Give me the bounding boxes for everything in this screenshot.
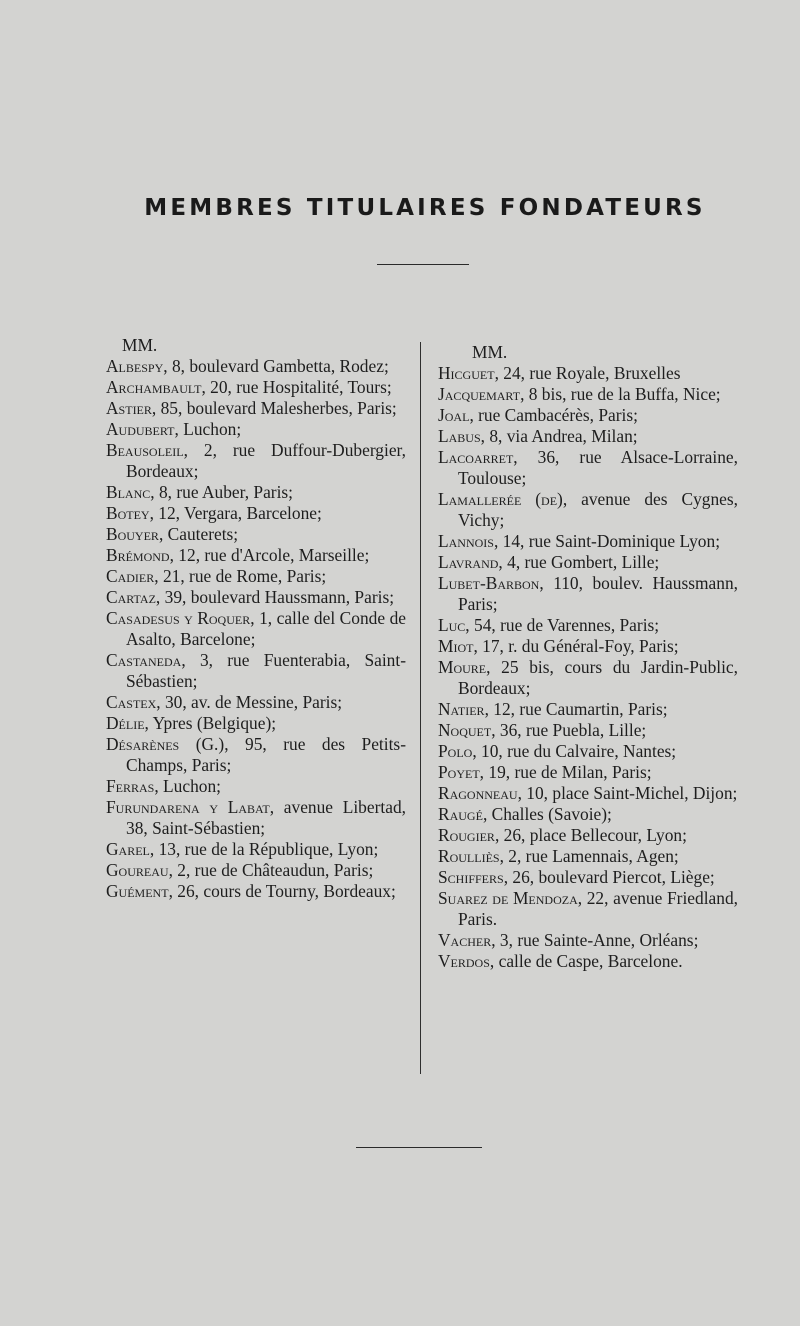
member-name: Moure bbox=[438, 657, 487, 677]
member-address: , calle de Caspe, Barcelone. bbox=[489, 951, 683, 971]
member-entry bbox=[438, 720, 738, 741]
member-name: Lamallerée (de) bbox=[438, 489, 563, 509]
member-address: , 13, rue de la République, Lyon; bbox=[149, 839, 379, 859]
member-name: Cartaz bbox=[106, 587, 156, 607]
member-address: , 14, rue Saint-Dominique Lyon; bbox=[493, 531, 721, 551]
member-entry bbox=[438, 384, 738, 405]
member-address: , 21, rue de Rome, Paris; bbox=[154, 566, 327, 586]
member-address: , 8, boulevard Gambetta, Rodez; bbox=[163, 356, 389, 376]
member-entry bbox=[438, 489, 738, 531]
member-name: Verdos bbox=[438, 951, 490, 971]
member-entry bbox=[106, 839, 406, 860]
member-entry bbox=[438, 636, 738, 657]
member-address: , 30, av. de Messine, Paris; bbox=[156, 692, 343, 712]
member-name: Brémond bbox=[106, 545, 170, 565]
member-address: , 54, rue de Varennes, Paris; bbox=[465, 615, 660, 635]
member-name: Labus bbox=[438, 426, 481, 446]
member-address: , 39, boulevard Haussmann, Paris; bbox=[155, 587, 395, 607]
member-name: Goureau bbox=[106, 860, 169, 880]
member-address: , 2, rue Lamennais, Agen; bbox=[499, 846, 679, 866]
member-name: Lannois bbox=[438, 531, 494, 551]
member-name: Bouyer bbox=[106, 524, 159, 544]
member-address: , 2, rue de Châteaudun, Paris; bbox=[168, 860, 374, 880]
member-entry bbox=[106, 734, 406, 776]
member-list-left bbox=[106, 356, 406, 902]
member-address: , avenue des Cygnes, Vichy; bbox=[458, 489, 738, 530]
member-address: , 1, calle del Conde de Asalto, Barcelone; bbox=[126, 608, 406, 649]
member-address: , 2, rue Duffour-Dubergier, Bordeaux; bbox=[126, 440, 406, 481]
member-name: Castex bbox=[106, 692, 157, 712]
page-title: MEMBRES TITULAIRES FONDATEURS bbox=[144, 195, 706, 221]
member-name: Archambault bbox=[106, 377, 202, 397]
member-address: , 26, place Bellecour, Lyon; bbox=[494, 825, 687, 845]
member-address: , 3, rue Sainte-Anne, Orléans; bbox=[491, 930, 699, 950]
member-address: , 17, r. du Général-Foy, Paris; bbox=[473, 636, 679, 656]
member-entry bbox=[438, 825, 738, 846]
member-address: , 22, avenue Friedland, Paris. bbox=[458, 888, 738, 929]
member-entry bbox=[438, 573, 738, 615]
member-name: Guément bbox=[106, 881, 169, 901]
member-name: Blanc bbox=[106, 482, 151, 502]
member-entry bbox=[438, 783, 738, 804]
member-entry bbox=[438, 552, 738, 573]
member-entry bbox=[106, 587, 406, 608]
member-address: , rue Cambacérès, Paris; bbox=[469, 405, 638, 425]
member-address: , Ypres (Belgique); bbox=[144, 713, 277, 733]
member-name: Furundarena y Labat bbox=[106, 797, 270, 817]
member-entry bbox=[438, 867, 738, 888]
member-name: Cadier bbox=[106, 566, 155, 586]
member-address: , 110, boulev. Haussmann, Paris; bbox=[458, 573, 738, 614]
member-address: , 20, rue Hospitalité, Tours; bbox=[201, 377, 392, 397]
member-entry bbox=[106, 692, 406, 713]
member-address: , 36, rue Alsace-Lorraine, Toulouse; bbox=[458, 447, 738, 488]
member-entry bbox=[438, 426, 738, 447]
column-header-left: MM. bbox=[122, 335, 158, 355]
member-address: , 36, rue Puebla, Lille; bbox=[491, 720, 647, 740]
member-entry bbox=[438, 699, 738, 720]
member-address: , 8 bis, rue de la Buffa, Nice; bbox=[520, 384, 721, 404]
member-name: Ferras bbox=[106, 776, 155, 796]
member-entry bbox=[106, 440, 406, 482]
member-address: , 26, boulevard Piercot, Liège; bbox=[503, 867, 715, 887]
member-name: Botey bbox=[106, 503, 150, 523]
member-name: Joal bbox=[438, 405, 470, 425]
member-entry bbox=[438, 930, 738, 951]
member-name: Albespy bbox=[106, 356, 164, 376]
member-name: Lavrand bbox=[438, 552, 499, 572]
member-entry bbox=[438, 363, 738, 384]
member-entry bbox=[438, 531, 738, 552]
member-name: Roulliès bbox=[438, 846, 500, 866]
member-address: , 8, rue Auber, Paris; bbox=[150, 482, 294, 502]
member-address: , Luchon; bbox=[174, 419, 242, 439]
member-entry bbox=[106, 797, 406, 839]
member-entry bbox=[106, 650, 406, 692]
member-entry bbox=[106, 713, 406, 734]
column-header-right: MM. bbox=[472, 342, 508, 362]
member-address: , 10, place Saint-Michel, Dijon; bbox=[517, 783, 738, 803]
member-entry bbox=[106, 524, 406, 545]
member-name: Luc bbox=[438, 615, 466, 635]
member-address: , 25 bis, cours du Jardin-Public, Bordeaux; bbox=[458, 657, 738, 698]
member-name: Miot bbox=[438, 636, 474, 656]
member-address: , 26, cours de Tourny, Bordeaux; bbox=[168, 881, 396, 901]
member-name: Raugé bbox=[438, 804, 483, 824]
member-name: Noquet bbox=[438, 720, 492, 740]
member-entry bbox=[438, 615, 738, 636]
member-address: , 4, rue Gombert, Lille; bbox=[498, 552, 660, 572]
member-address: , 3, rue Fuenterabia, Saint-Sébastien; bbox=[126, 650, 406, 691]
member-entry bbox=[438, 762, 738, 783]
member-entry bbox=[106, 566, 406, 587]
member-address: , 12, rue Caumartin, Paris; bbox=[484, 699, 668, 719]
member-name: Audubert bbox=[106, 419, 175, 439]
member-entry bbox=[106, 860, 406, 881]
member-name: Ragonneau bbox=[438, 783, 518, 803]
member-address: , 12, rue d'Arcole, Marseille; bbox=[169, 545, 370, 565]
member-entry bbox=[438, 804, 738, 825]
member-entry bbox=[106, 608, 406, 650]
member-entry bbox=[106, 377, 406, 398]
member-name: Désarènes bbox=[106, 734, 180, 754]
member-name: Casadesus y Roquer bbox=[106, 608, 251, 628]
member-name: Vacher bbox=[438, 930, 492, 950]
member-name: Délie bbox=[106, 713, 145, 733]
member-address: , avenue Libertad, 38, Saint-Sébastien; bbox=[126, 797, 406, 838]
member-address: , Challes (Savoie); bbox=[482, 804, 612, 824]
end-divider bbox=[356, 1147, 482, 1148]
member-address: , 24, rue Royale, Bruxelles bbox=[494, 363, 681, 383]
member-address: , 85, boulevard Malesherbes, Paris; bbox=[151, 398, 397, 418]
member-name: Beausoleil bbox=[106, 440, 184, 460]
title-divider bbox=[377, 264, 469, 265]
member-name: Garel bbox=[106, 839, 150, 859]
member-name: Lubet-Barbon bbox=[438, 573, 540, 593]
member-name: Schiffers bbox=[438, 867, 504, 887]
left-column bbox=[106, 334, 406, 902]
member-name: Rougier bbox=[438, 825, 495, 845]
member-entry bbox=[438, 888, 738, 930]
member-name: Polo bbox=[438, 741, 473, 761]
member-name: Natier bbox=[438, 699, 485, 719]
member-name: Astier bbox=[106, 398, 152, 418]
member-entry bbox=[106, 482, 406, 503]
member-address: , 8, via Andrea, Milan; bbox=[480, 426, 638, 446]
member-address: , Luchon; bbox=[154, 776, 222, 796]
member-entry bbox=[106, 545, 406, 566]
member-address: , 12, Vergara, Barcelone; bbox=[149, 503, 322, 523]
member-entry bbox=[438, 741, 738, 762]
member-entry bbox=[438, 447, 738, 489]
member-address: (G.), 95, rue des Petits-Champs, Paris; bbox=[126, 734, 406, 775]
member-entry bbox=[106, 776, 406, 797]
member-list-right bbox=[438, 363, 738, 972]
member-entry bbox=[438, 657, 738, 699]
member-entry bbox=[438, 405, 738, 426]
member-entry bbox=[106, 419, 406, 440]
member-name: Castaneda bbox=[106, 650, 182, 670]
member-address: , 10, rue du Calvaire, Nantes; bbox=[472, 741, 677, 761]
member-address: , Cauterets; bbox=[158, 524, 239, 544]
member-entry bbox=[106, 503, 406, 524]
member-address: , 19, rue de Milan, Paris; bbox=[479, 762, 652, 782]
member-entry bbox=[106, 398, 406, 419]
member-name: Lacoarret bbox=[438, 447, 514, 467]
member-entry bbox=[438, 951, 738, 972]
right-column bbox=[438, 341, 738, 972]
member-entry bbox=[106, 881, 406, 902]
member-name: Jacquemart bbox=[438, 384, 521, 404]
column-divider bbox=[420, 342, 421, 1074]
member-entry bbox=[438, 846, 738, 867]
member-entry bbox=[106, 356, 406, 377]
member-name: Poyet bbox=[438, 762, 480, 782]
member-name: Hicguet bbox=[438, 363, 495, 383]
member-name: Suarez de Mendoza bbox=[438, 888, 578, 908]
